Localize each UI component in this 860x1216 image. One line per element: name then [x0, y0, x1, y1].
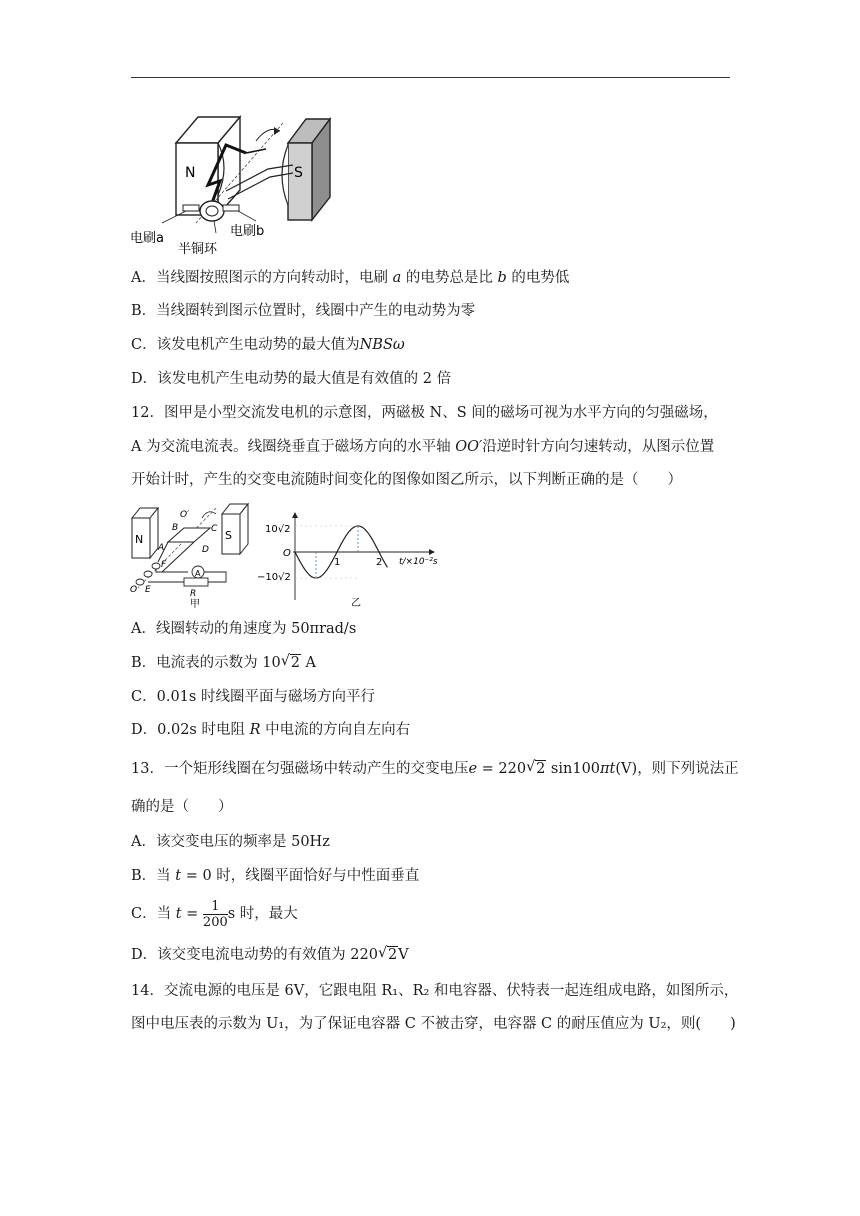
- option-text: = 0 时，线圈平面恰好与中性面垂直: [181, 868, 420, 884]
- x-axis-label: t/×10⁻²s: [399, 557, 438, 567]
- radicand: 2: [536, 761, 546, 777]
- question-number: 13．: [131, 761, 164, 777]
- option-text: 该交变电压的频率是 50Hz: [155, 834, 330, 850]
- var-R: R: [249, 722, 261, 738]
- denominator: 200: [202, 914, 228, 930]
- stem-text: 一个矩形线圈在匀强磁场中转动产生的交变电压: [163, 761, 469, 777]
- q13-option-d: [131, 945, 409, 965]
- label-B: B: [172, 523, 179, 533]
- q11-option-c: [131, 335, 405, 355]
- q14-stem-line-1: [131, 981, 738, 1001]
- option-text: 当线圈按照图示的方向转动时，电刷: [155, 270, 393, 286]
- generator-figure: [128, 105, 358, 255]
- math-expression: NBSω: [359, 337, 405, 353]
- q11-option-d: [131, 369, 451, 389]
- option-label: D．: [131, 722, 158, 738]
- q13-option-c: [131, 896, 298, 932]
- option-text: 电流表的示数为 10: [156, 655, 281, 671]
- option-text: 该发电机产生电动势的最大值是有效值的 2 倍: [157, 371, 452, 387]
- stem-text: ，则下列说法正: [637, 761, 739, 777]
- option-text: 线圈转动的角速度为 50πrad/s: [155, 621, 357, 637]
- q12-option-d: [131, 720, 410, 740]
- radicand: 2: [387, 947, 398, 963]
- radicand: 2: [290, 655, 300, 671]
- option-text: 的电势总是比: [401, 270, 498, 286]
- label-O: O: [130, 585, 138, 595]
- q14-stem-line-2: [131, 1014, 736, 1034]
- q13-option-a: [131, 832, 330, 852]
- option-text: 当线圈转到图示位置时，线圈中产生的电动势为零: [156, 303, 476, 319]
- y-tick-bottom: −10√2: [257, 572, 291, 583]
- option-label: C．: [131, 337, 157, 353]
- option-text: =: [181, 906, 203, 922]
- sqrt-expression: √ 2: [377, 945, 398, 963]
- equation-unit: (V): [615, 761, 638, 777]
- magnet-s-label: S: [294, 165, 303, 181]
- label-F: F: [161, 560, 167, 570]
- equation-part: sin100: [546, 761, 601, 777]
- question-number: 12．: [131, 405, 164, 421]
- label-A: A: [158, 543, 165, 553]
- option-label: A．: [131, 270, 156, 286]
- equation-part: = 220: [477, 761, 527, 777]
- q12-option-c: [131, 687, 375, 707]
- option-label: A．: [131, 621, 156, 637]
- stem-text: 交流电源的电压是 6V，它跟电阻 R₁、R₂ 和电容器、伏特表一起连组成电路，如图所示，: [163, 983, 739, 999]
- stem-text: 图中电压表的示数为 U₁，为了保证电容器 C 不被击穿，电容器 C 的耐压值应为 U₂，则( ): [131, 1016, 736, 1032]
- option-label: B．: [131, 303, 157, 319]
- axis-symbol: OO′: [455, 439, 483, 455]
- figure-caption-yi: 乙: [351, 598, 361, 609]
- option-label: A．: [131, 834, 156, 850]
- option-label: C．: [131, 689, 157, 705]
- stem-text: 开始计时，产生的交变电流随时间变化的图像如图乙所示，以下判断正确的是（ ）: [131, 472, 682, 488]
- label-D: D: [202, 545, 209, 555]
- option-text: 0.01s 时线圈平面与磁场方向平行: [156, 689, 375, 705]
- q12-stem-line-3: [131, 470, 682, 490]
- q11-option-b: [131, 301, 475, 321]
- stem-text: 确的是（ ）: [131, 799, 233, 815]
- x-tick-1: 1: [334, 557, 341, 568]
- option-text: 当: [156, 906, 176, 922]
- option-text: V: [398, 947, 409, 963]
- stem-text: A 为交流电流表。线圈绕垂直于磁场方向的水平轴: [131, 439, 456, 455]
- q12-stem-line-1: [131, 403, 718, 423]
- q11-option-a: [131, 268, 569, 288]
- y-tick-top: 10√2: [265, 524, 291, 535]
- var-t: t: [175, 868, 182, 884]
- magnet-n-label: N: [135, 533, 144, 546]
- option-text: 的电势低: [506, 270, 570, 286]
- header-rule: [131, 77, 730, 78]
- label-C: C: [211, 524, 218, 534]
- option-text: s 时，最大: [227, 906, 298, 922]
- q12-option-a: [131, 619, 356, 639]
- sqrt-expression: √ 2: [526, 759, 546, 777]
- origin-label: O: [283, 548, 291, 559]
- q13-option-b: [131, 866, 419, 886]
- label-R: R: [190, 589, 197, 599]
- question-number: 14．: [131, 983, 164, 999]
- stem-text: 沿逆时针方向匀速转动，从图示位置: [482, 439, 715, 455]
- option-text: A: [300, 655, 317, 671]
- fraction: [203, 899, 228, 930]
- magnet-s-label: S: [225, 529, 232, 542]
- option-label: B．: [131, 868, 157, 884]
- generator-diagram-jia: [128, 500, 253, 610]
- label-O-prime: O′: [180, 510, 190, 520]
- option-label: B．: [131, 655, 157, 671]
- x-tick-2: 2: [376, 557, 383, 568]
- current-time-chart: [255, 510, 455, 610]
- stem-text: 图甲是小型交流发电机的示意图，两磁极 N、S 间的磁场可视为水平方向的匀强磁场，: [163, 405, 718, 421]
- option-label: D．: [131, 371, 158, 387]
- numerator: 1: [203, 899, 228, 915]
- q13-stem-line-1: [131, 759, 739, 779]
- y-axis-arrow: [292, 512, 298, 518]
- magnet-n-label: N: [185, 165, 196, 181]
- option-label: D．: [131, 947, 158, 963]
- brush-b-label: 电刷b: [230, 224, 265, 239]
- brush-a-label: 电刷a: [130, 231, 164, 246]
- option-text: 该交变电流电动势的有效值为 220: [157, 947, 378, 963]
- x-axis-arrow: [429, 549, 435, 555]
- option-text: 0.02s 时电阻: [157, 722, 250, 738]
- sqrt-expression: √ 2: [280, 653, 300, 671]
- var-b: b: [497, 270, 507, 286]
- figure-caption-jia: 甲: [190, 599, 200, 610]
- option-text: 该发电机产生电动势的最大值为: [156, 337, 360, 353]
- split-ring-label: 半铜环: [178, 242, 218, 255]
- q12-option-b: [131, 653, 316, 673]
- label-E: E: [145, 585, 151, 595]
- option-label: C．: [131, 906, 157, 922]
- var-a: a: [392, 270, 402, 286]
- var-t: t: [175, 906, 182, 922]
- option-text: 中电流的方向自左向右: [260, 722, 411, 738]
- equation-part: πt: [600, 761, 616, 777]
- q13-stem-line-2: [131, 797, 233, 817]
- ammeter-label: A: [195, 569, 201, 578]
- option-text: 当: [156, 868, 176, 884]
- q12-stem-line-2: [131, 437, 714, 457]
- var-e: e: [468, 761, 478, 777]
